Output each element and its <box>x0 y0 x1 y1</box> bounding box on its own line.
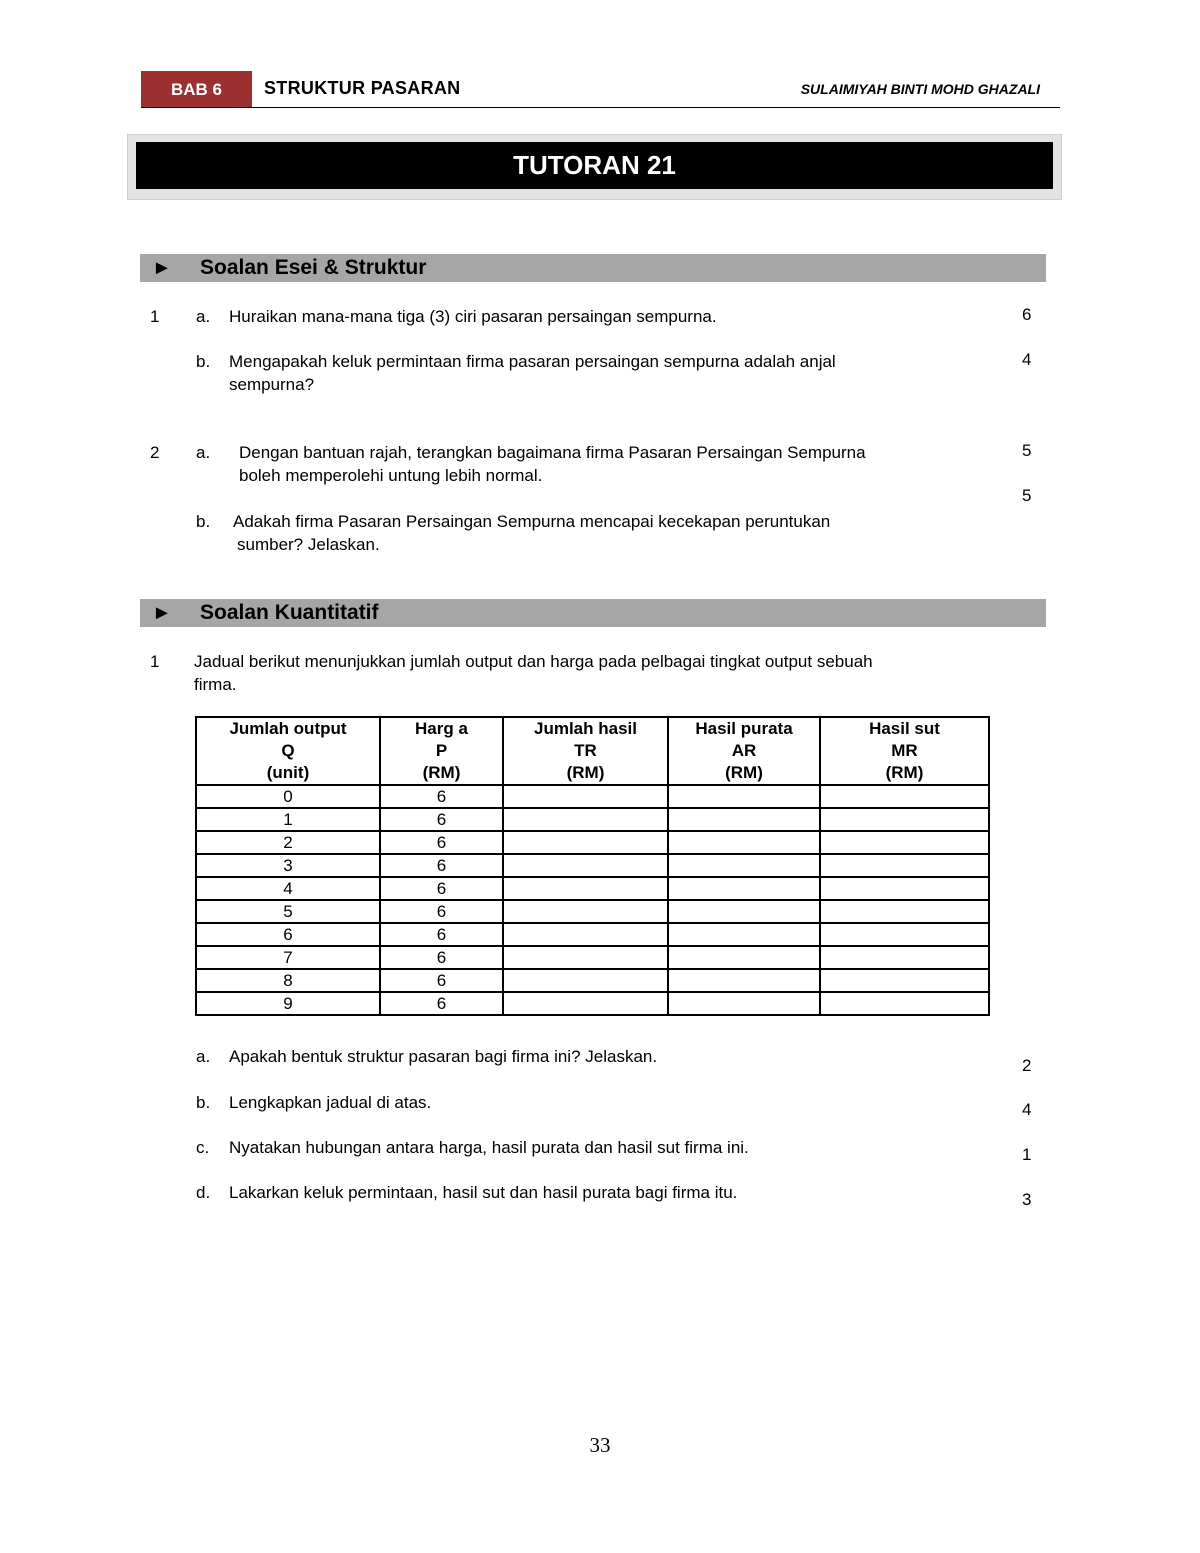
table-cell: 6 <box>380 831 503 854</box>
table-cell <box>820 785 989 808</box>
table-cell <box>503 923 668 946</box>
table-header-cell: Jumlah output Q (unit) <box>196 717 380 785</box>
table-cell <box>503 854 668 877</box>
table-cell <box>820 946 989 969</box>
part-letter: a. <box>196 307 211 326</box>
table-cell <box>503 969 668 992</box>
table-header-cell: Hasil purata AR (RM) <box>668 717 820 785</box>
table-cell <box>668 854 820 877</box>
question-text: Mengapakah keluk permintaan firma pasaran persaingan sempurna adalah anjal <box>229 352 836 371</box>
table-cell: 6 <box>380 923 503 946</box>
page-title: TUTORAN 21 <box>136 142 1053 189</box>
section-heading-quantitative <box>140 599 1046 627</box>
table-row <box>196 900 989 923</box>
table-cell <box>820 831 989 854</box>
table-cell: 7 <box>196 946 380 969</box>
table-cell: 6 <box>380 854 503 877</box>
question-text: Lengkapkan jadual di atas. <box>229 1093 432 1112</box>
question-text: firma. <box>194 675 237 694</box>
question-number: 1 <box>150 307 160 326</box>
table-row <box>196 877 989 900</box>
marks-value: 3 <box>1022 1190 1032 1209</box>
question-text: sempurna? <box>229 375 315 394</box>
question-text: Jadual berikut menunjukkan jumlah output dan harga pada pelbagai tingkat output sebuah <box>194 652 873 671</box>
table-cell <box>503 785 668 808</box>
table-cell <box>820 808 989 831</box>
table-cell: 6 <box>380 946 503 969</box>
table-cell: 6 <box>380 992 503 1015</box>
table-cell <box>668 946 820 969</box>
question-text: Dengan bantuan rajah, terangkan bagaimana firma Pasaran Persaingan Sempurna <box>239 443 866 462</box>
marks-value: 2 <box>1022 1056 1032 1075</box>
part-letter: b. <box>196 512 211 531</box>
table-row <box>196 854 989 877</box>
question-text: boleh memperolehi untung lebih normal. <box>239 466 543 485</box>
table-row <box>196 969 989 992</box>
table-cell <box>668 969 820 992</box>
table-cell <box>820 877 989 900</box>
table-cell <box>503 900 668 923</box>
table-cell <box>820 992 989 1015</box>
table-cell <box>820 969 989 992</box>
marks-value: 5 <box>1022 441 1032 460</box>
table-row <box>196 946 989 969</box>
table-header-cell: Harg a P (RM) <box>380 717 503 785</box>
table-cell: 2 <box>196 831 380 854</box>
table-cell <box>820 900 989 923</box>
section-heading-essay <box>140 254 1046 282</box>
table-cell <box>503 808 668 831</box>
marks-value: 1 <box>1022 1145 1032 1164</box>
chapter-badge: BAB 6 <box>141 71 252 108</box>
revenue-table <box>195 716 990 1016</box>
table-cell: 9 <box>196 992 380 1015</box>
table-cell: 3 <box>196 854 380 877</box>
marks-value: 4 <box>1022 1100 1032 1119</box>
table-row <box>196 923 989 946</box>
question-number: 2 <box>150 443 160 462</box>
page-number: 33 <box>589 1433 611 1457</box>
question-text: Apakah bentuk struktur pasaran bagi firma ini? Jelaskan. <box>229 1047 658 1066</box>
table-cell: 1 <box>196 808 380 831</box>
table-cell: 6 <box>380 808 503 831</box>
table-cell <box>820 854 989 877</box>
part-letter: b. <box>196 1093 211 1112</box>
table-cell <box>820 923 989 946</box>
section-heading-label: Soalan Esei & Struktur <box>200 256 427 279</box>
table-cell <box>668 877 820 900</box>
table-cell <box>668 923 820 946</box>
marks-value: 6 <box>1022 305 1032 324</box>
play-arrow-icon: ► <box>152 601 172 624</box>
table-cell: 6 <box>380 785 503 808</box>
table-row <box>196 992 989 1015</box>
table-cell <box>668 808 820 831</box>
table-cell <box>668 992 820 1015</box>
table-header-row <box>196 717 989 785</box>
question-text: Nyatakan hubungan antara harga, hasil purata dan hasil sut firma ini. <box>229 1138 749 1157</box>
table-cell <box>503 831 668 854</box>
section-heading-label: Soalan Kuantitatif <box>200 601 379 624</box>
table-cell <box>503 877 668 900</box>
question-number: 1 <box>150 652 160 671</box>
marks-value: 4 <box>1022 350 1032 369</box>
question-text: sumber? Jelaskan. <box>237 535 380 554</box>
table-row <box>196 785 989 808</box>
table-cell <box>668 831 820 854</box>
table-cell: 5 <box>196 900 380 923</box>
part-letter: c. <box>196 1138 210 1157</box>
table-cell <box>503 946 668 969</box>
table-cell: 0 <box>196 785 380 808</box>
table-cell: 6 <box>196 923 380 946</box>
table-cell: 8 <box>196 969 380 992</box>
question-text: Huraikan mana-mana tiga (3) ciri pasaran persaingan sempurna. <box>229 307 717 326</box>
part-letter: a. <box>196 443 211 462</box>
part-letter: d. <box>196 1183 211 1202</box>
author-name: SULAIMIYAH BINTI MOHD GHAZALI <box>800 81 1040 97</box>
chapter-title: STRUKTUR PASARAN <box>264 78 461 98</box>
table-cell: 6 <box>380 877 503 900</box>
play-arrow-icon: ► <box>152 256 172 279</box>
table-cell <box>668 785 820 808</box>
table-row <box>196 808 989 831</box>
question-text: Lakarkan keluk permintaan, hasil sut dan hasil purata bagi firma itu. <box>229 1183 738 1202</box>
table-cell: 6 <box>380 900 503 923</box>
table-body <box>196 785 989 1015</box>
table-cell: 4 <box>196 877 380 900</box>
table-cell: 6 <box>380 969 503 992</box>
question-text: Adakah firma Pasaran Persaingan Sempurna mencapai kecekapan peruntukan <box>233 512 831 531</box>
table-row <box>196 831 989 854</box>
table-cell <box>668 900 820 923</box>
part-letter: a. <box>196 1047 211 1066</box>
marks-value: 5 <box>1022 486 1032 505</box>
header-divider <box>141 107 1060 108</box>
table-header-cell: Jumlah hasil TR (RM) <box>503 717 668 785</box>
part-letter: b. <box>196 352 211 371</box>
table-header-cell: Hasil sut MR (RM) <box>820 717 989 785</box>
table-cell <box>503 992 668 1015</box>
